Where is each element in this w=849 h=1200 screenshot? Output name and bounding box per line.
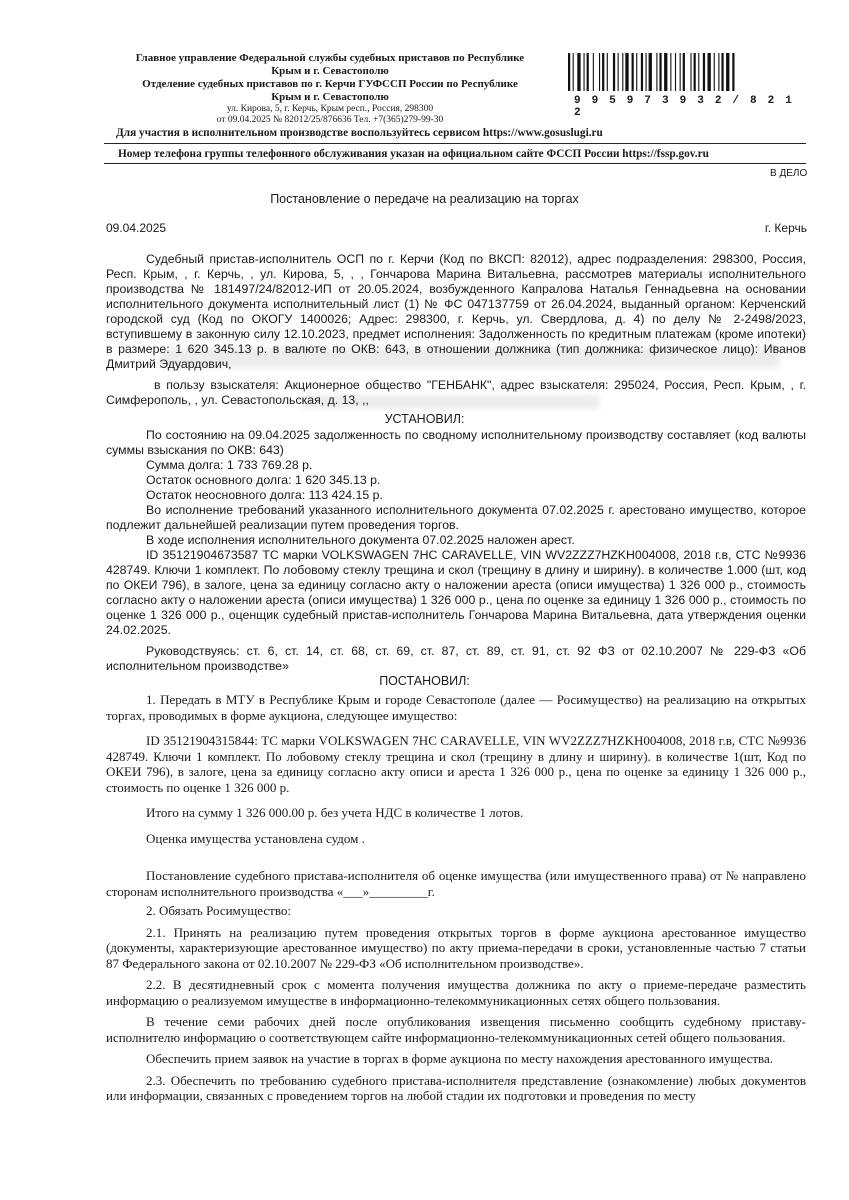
item-2-2-applications: Обеспечить прием заявок на участие в торгах в форме аукциона по месту нахождения арестованного имущества. (146, 1051, 774, 1066)
total-line: Итого на сумму 1 326 000.00 р. без учета НДС в количестве 1 лотов. (146, 805, 524, 820)
item-2-1: 2.1. Принять на реализацию путем проведения открытых торгов в форме аукциона арестованное имущество (документы, характеризующие арестованное имущество) по акту приема-передачи в сроки, установленные частью 7 статьи 87 Федерального закона от 02.10.2007 № 229-ФЗ «Об исполнительном производстве». (106, 924, 806, 971)
filing-stamp: В ДЕЛО (770, 168, 808, 179)
department-address: ул. Кирова, 5, г. Керчь, Крым респ., Россия, 298300 (226, 104, 434, 114)
arrest-paragraph: В ходе исполнения исполнительного документа 07.02.2025 наложен арест. (146, 533, 575, 547)
resolved-section (106, 692, 806, 1104)
item-2: 2. Обязать Росимущество: (146, 903, 291, 918)
property-description: ID 35121904673587 ТС марки VOLKSWAGEN 7HC CARAVELLE, VIN WV2ZZZ7HZKH004008, 2018 г.в, СТС №9936 428749. Ключи 1 комплект. По лобовому стеклу трещина и скол (трещину в длину и ширину). в количестве 1.000 (шт, код по ОКЕИ 796), в залоге, цена за единицу согласно акту о наложении ареста (описи имущества) 1 326 000 р., стоимость согласно акту о наложении ареста (описи имущества) 1 326 000 р., цена по оценке за единицу 1 326 000 р., стоимость по оценке 1 326 000 р., оценщик судебный пристав-исполнитель Гончарова Марина Витальевна, дата утверждения оценки 24.02.2025. (106, 548, 806, 637)
main-debt: Остаток основного долга: 1 620 345.13 р. (146, 473, 381, 487)
header-divider-bottom (104, 163, 806, 164)
department-name-line2: Крым и г. Севастополю (271, 91, 389, 103)
department-name-line1: Отделение судебных приставов по г. Керчи ГУФССП России по Республике (142, 78, 518, 90)
agency-header (100, 52, 560, 126)
creditor-section (106, 378, 806, 408)
seized-paragraph: Во исполнение требований указанного исполнительного документа 07.02.2025 г. арестовано имущество, которое подлежит дальнейшей реализации путем проведения торгов. (106, 503, 806, 532)
item-2-2: 2.2. В десятидневный срок с момента получения имущества должника по акту о приеме-передаче разместить информацию о реализуемом имуществе в информационно-телекоммуникационных сетях общего пользования. (106, 977, 806, 1008)
debt-sum: Сумма долга: 1 733 769.28 р. (146, 458, 313, 472)
valuation-decree: Постановление судебного пристава-исполнителя об оценке имущества (или имущественного права) от № направлено сторонам исполнительного производства «___»_________г. (106, 868, 806, 899)
item-1: 1. Передать в МТУ в Республике Крым и городе Севастополе (далее — Росимущество) на реализацию на открытых торгах, проводимых в форме аукциона, следующее имущество: (106, 692, 806, 723)
resolved-heading: ПОСТАНОВИЛ: (379, 674, 470, 688)
phone-note: Номер телефона группы телефонного обслуживания указан на официальном сайте ФССП России https://fssp.gov.ru (118, 148, 709, 160)
barcode-image (568, 53, 794, 91)
item-2-2-notify: В течение семи рабочих дней после опубликования извещения письменно сообщить судебному приставу-исполнителю информацию о соответствующем сайте информационно-телекоммуникационных сетей общего пользования. (106, 1014, 806, 1045)
intro-paragraph: Судебный пристав-исполнитель ОСП по г. Керчи (Код по ВКСП: 82012), адрес подразделения: 298300, Россия, Респ. Крым, , г. Керчь, , ул. Кирова, 5, , , Гончарова Марина Витальевна, рассмотрев материалы исполнительного производства № 181497/24/82012-ИП от 20.05.2024, возбужденного Капралова Наталья Геннадьевна на основании исполнительного документа исполнительный лист (1) № ФС 047137759 от 26.04.2024, выданный органом: Керченский городской суд (Код по ОКОГУ 1400026; Адрес: 298300, г. Керчь, ул. Свердлова, д. 4) по делу № 2-2498/2023, вступившему в законную силу 12.10.2023, предмет исполнения: Задолженность по кредитным платежам (кроме ипотеки) в размере: 1 620 345.13 р. в валюте по ОКВ: 643, в отношении должника (тип должника: физическое лицо): Иванов Дмитрий Эдуардович, (106, 252, 806, 371)
header-divider-top (104, 143, 806, 144)
guided-by-paragraph: Руководствуясь: ст. 6, ст. 14, ст. 68, ст. 69, ст. 87, ст. 89, ст. 91, ст. 92 ФЗ от 02.10.2007 № 229-ФЗ «Об исполнительном производстве» (106, 644, 806, 673)
other-debt: Остаток неосновного долга: 113 424.15 р. (146, 488, 383, 502)
established-heading: УСТАНОВИЛ: (384, 412, 465, 426)
item-1-property: ID 35121904315844: ТС марки VOLKSWAGEN 7HC CARAVELLE, VIN WV2ZZZ7HZKH004008, 2018 г.в, СТС №9936 428749. Ключи 1 комплект. По лобовому стеклу трещина и скол (трещину в длину и ширину). в количестве 1(шт, Код по ОКЕИ 796), в залоге, цена за единицу согласно акту описи и ареста 1 326 000 р., цена по оценке за единицу 1 326 000 р., стоимость по оценке 1 326 000 р. (106, 733, 806, 795)
intro-section (106, 252, 806, 372)
established-section (106, 428, 806, 674)
document-city: г. Керчь (764, 221, 807, 235)
item-2-3: 2.3. Обеспечить по требованию судебного пристава-исполнителя представление (ознакомление) любых документов или информации, связанных с проведением торгов на любой стадии их подготовки и проведения по месту (106, 1072, 806, 1103)
agency-name-line2: Крым и г. Севастополю (271, 65, 389, 77)
document-date: 09.04.2025 (106, 221, 167, 235)
gosuslugi-note: Для участия в исполнительном производстве воспользуйтесь сервисом https://www.gosuslugi.ru (116, 127, 603, 139)
barcode-number: 9 9 5 9 7 3 9 3 2 / 8 2 1 2 (574, 95, 795, 119)
document-title: Постановление о передаче на реализацию на торгах (270, 192, 579, 206)
creditor-paragraph: в пользу взыскателя: Акционерное общество "ГЕНБАНК", адрес взыскателя: 295024, Россия, Респ. Крым, , г. Симферополь, , ул. Севастопольская, д. 13, ,, (106, 378, 806, 407)
document-reference: от 09.04.2025 № 82012/25/876636 Тел. +7(365)279-99-30 (216, 115, 444, 125)
agency-name-line1: Главное управление Федеральной службы судебных приставов по Республике (135, 52, 525, 64)
valuation-line: Оценка имущества установлена судом . (146, 830, 365, 846)
debt-intro: По состоянию на 09.04.2025 задолженность по сводному исполнительному производству составляет (код валюты суммы взыскания по ОКВ: 643) (106, 428, 806, 457)
